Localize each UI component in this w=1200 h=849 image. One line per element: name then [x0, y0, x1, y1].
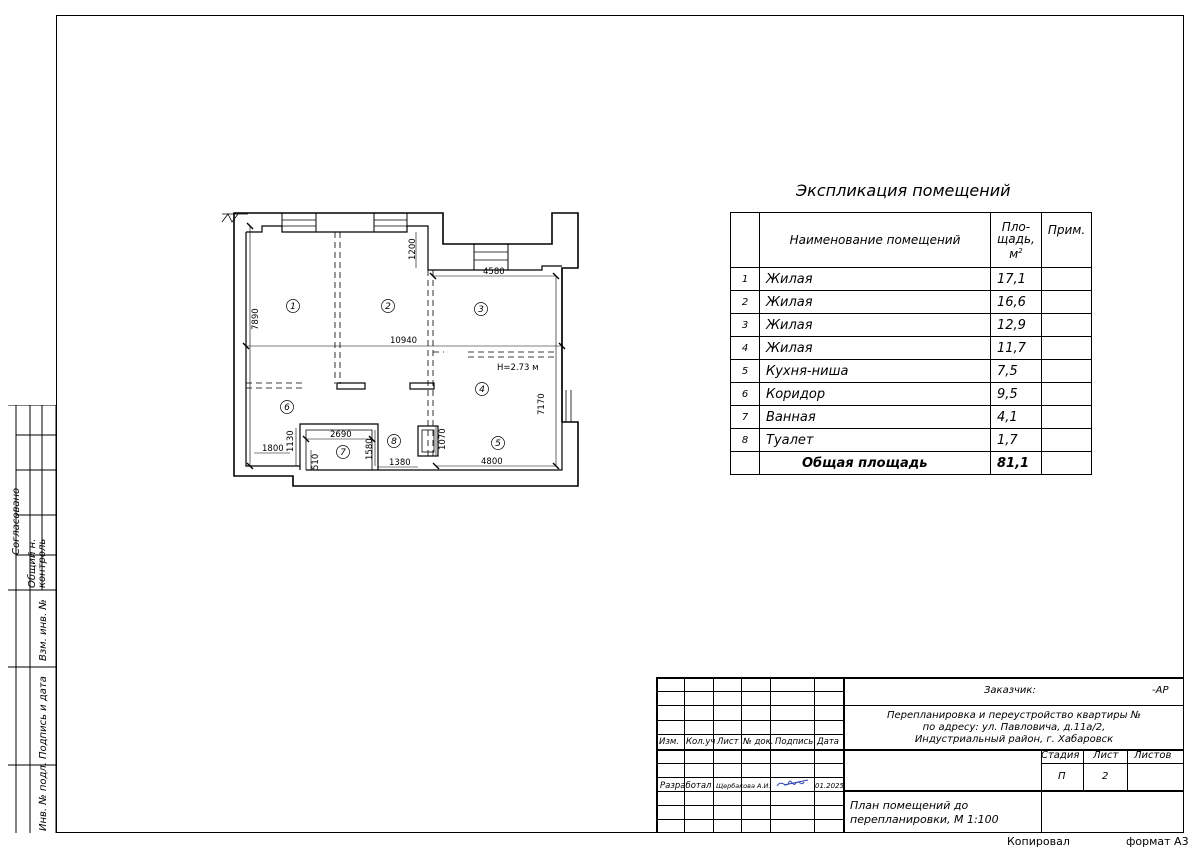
dim-2690: 2690: [330, 430, 352, 440]
room-7-label: 7: [340, 448, 346, 458]
dim-7890: 7890: [251, 308, 261, 330]
sheets-label: Листов: [1134, 750, 1172, 761]
project-code: -АР: [1152, 685, 1169, 696]
room-4-label: 4: [479, 385, 485, 395]
drawing-title: План помещений до перепланировки, М 1:100: [850, 799, 999, 826]
strip-control-2: контроль: [37, 538, 48, 588]
col-izm: Изм.: [659, 737, 679, 747]
stage-label: Стадия: [1041, 750, 1080, 761]
room-6-label: 6: [284, 403, 290, 413]
table-row: 2 Жилая 16,6: [731, 291, 1092, 314]
explication-table: [730, 212, 1092, 475]
header-name: Наименование помещений: [760, 213, 991, 268]
room-1-label: 1: [290, 302, 296, 312]
col-kol: Кол.уч: [686, 737, 716, 747]
sheet-label: Лист: [1093, 750, 1119, 761]
col-doc: № док.: [743, 737, 774, 747]
title-block: [656, 677, 1184, 833]
sheet-value: 2: [1102, 771, 1109, 782]
total-row: Общая площадь 81,1: [731, 452, 1092, 475]
developer-name: Щербакова А.И.: [716, 782, 771, 790]
footer-copied: Копировал: [1007, 835, 1070, 848]
dim-1380: 1380: [389, 458, 411, 468]
dim-1130: 1130: [286, 430, 296, 452]
dim-1200: 1200: [408, 238, 418, 260]
table-row: 6 Коридор 9,5: [731, 383, 1092, 406]
strip-inv-replace: Взм. инв. №: [38, 599, 49, 661]
table-row: 8 Туалет 1,7: [731, 429, 1092, 452]
stage-value: П: [1058, 771, 1066, 782]
table-row: 4 Жилая 11,7: [731, 337, 1092, 360]
dim-1070: 1070: [438, 428, 448, 450]
project-title: Перепланировка и переустройство квартиры № по адресу: ул. Павловича, д.11а/2, Индустриальный район, г. Хабаровск: [886, 710, 1142, 745]
explication-header-row: [731, 213, 1092, 268]
header-note: Прим.: [1041, 213, 1091, 268]
strip-sign-date: Подпись и дата: [38, 676, 49, 759]
table-row: 1 Жилая 17,1: [731, 268, 1092, 291]
col-date: Дата: [817, 737, 840, 747]
room-8-label: 8: [391, 437, 397, 447]
dim-1580: 1580: [365, 438, 375, 460]
table-row: 5 Кухня-ниша 7,5: [731, 360, 1092, 383]
dim-510: 510: [311, 453, 321, 470]
col-sign: Подпись: [775, 737, 814, 747]
room-5-label: 5: [495, 439, 501, 449]
strip-inv-orig: Инв. № подл.: [38, 762, 49, 831]
dim-1800: 1800: [262, 444, 284, 454]
strip-agreed: Согласовано: [11, 487, 22, 555]
col-list: Лист: [717, 737, 739, 747]
explication-title: Экспликация помещений: [796, 181, 1011, 200]
developed-date: 01.2025: [815, 782, 844, 790]
approval-strip: [8, 405, 56, 833]
footer-format: формат А3: [1126, 835, 1189, 848]
strip-control-1: Общий н.: [27, 538, 38, 588]
developed-label: Разработал: [660, 781, 712, 791]
dim-4580: 4580: [483, 267, 505, 277]
dim-10940: 10940: [390, 336, 418, 346]
floor-plan: [0, 0, 640, 520]
room-3-label: 3: [478, 305, 484, 315]
dim-4800: 4800: [481, 457, 503, 467]
developer-signature: [774, 776, 812, 792]
header-area: Пло- щадь, $м^2$: [991, 213, 1042, 268]
room-height: H=2.73 м: [497, 363, 539, 373]
customer-label: Заказчик:: [984, 685, 1036, 696]
table-row: 3 Жилая 12,9: [731, 314, 1092, 337]
table-row: 7 Ванная 4,1: [731, 406, 1092, 429]
dim-7170: 7170: [537, 393, 547, 415]
room-2-label: 2: [385, 302, 391, 312]
